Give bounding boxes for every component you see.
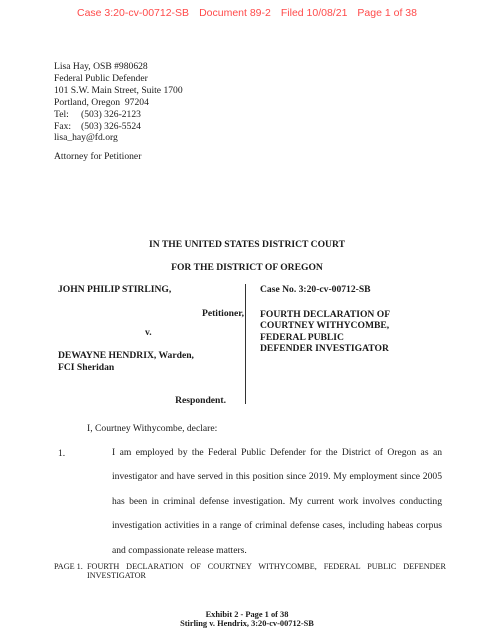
court-district: FOR THE DISTRICT OF OREGON <box>171 262 323 273</box>
petitioner-label: Petitioner, <box>201 308 244 319</box>
respondent-name-line2: FCI Sheridan <box>58 361 115 373</box>
caption-divider <box>245 284 246 404</box>
caption-parties <box>58 284 244 404</box>
paragraph-line: has been in criminal defense investigation. My current work involves conducting <box>112 495 442 507</box>
footer-page-label: PAGE 1. <box>54 562 83 571</box>
attorney-fax-row <box>54 121 183 133</box>
declaration-intro: I, Courtney Withycombe, declare: <box>87 423 218 434</box>
ecf-document: Document 89-2 <box>199 7 271 19</box>
attorney-office: Federal Public Defender <box>54 72 148 84</box>
page-footer <box>54 562 446 580</box>
respondent-name-line1: DEWAYNE HENDRIX, Warden, <box>58 350 194 361</box>
document-title-line2: COURTNEY WITHYCOMBE, <box>260 320 390 331</box>
exhibit-page: Exhibit 2 - Page 1 of 38 <box>205 610 289 619</box>
ecf-header <box>0 7 494 19</box>
attorney-name: Lisa Hay, OSB #980628 <box>54 61 148 72</box>
exhibit-stamp <box>0 610 494 629</box>
paragraph-line: investigator and have served in this position since 2019. My employment since 2005 <box>112 471 442 483</box>
petitioner-name: JOHN PHILIP STIRLING, <box>58 284 172 295</box>
footer-title-line2: INVESTIGATOR <box>87 571 146 581</box>
document-title <box>260 309 460 355</box>
ecf-case: Case 3:20-cv-00712-SB <box>77 7 190 19</box>
versus-label: v. <box>145 327 152 338</box>
paragraph-line: and compassionate release matters. <box>112 544 247 556</box>
tel-label: Tel: <box>54 108 69 120</box>
ecf-page: Page 1 of 38 <box>357 7 417 19</box>
footer-title-line1: FOURTH DECLARATION OF COURTNEY WITHYCOMBE, FEDERAL PUBLIC DEFENDER <box>87 562 446 571</box>
court-name: IN THE UNITED STATES DISTRICT COURT <box>149 239 345 250</box>
attorney-block <box>54 61 183 144</box>
exhibit-case: Stirling v. Hendrix, 3:20-cv-00712-SB <box>180 619 314 629</box>
case-number: Case No. 3:20-cv-00712-SB <box>260 284 371 295</box>
tel-number: (503) 326-2123 <box>81 108 141 120</box>
document-title-line3: FEDERAL PUBLIC <box>260 331 344 343</box>
attorney-email: lisa_hay@fd.org <box>54 132 118 144</box>
respondent-name <box>58 350 194 373</box>
attorney-street: 101 S.W. Main Street, Suite 1700 <box>54 84 183 96</box>
caption-case-info <box>260 284 460 355</box>
paragraph-1 <box>112 441 442 563</box>
attorney-city: Portland, Oregon 97204 <box>54 96 149 108</box>
document-title-line4: DEFENDER INVESTIGATOR <box>260 343 389 354</box>
document-title-line1: FOURTH DECLARATION OF <box>260 308 391 320</box>
fax-label: Fax: <box>54 120 72 132</box>
paragraph-line: investigation activities in a range of criminal defense cases, including habeas corpus <box>112 520 442 532</box>
respondent-label: Respondent. <box>175 395 226 406</box>
paragraph-number: 1. <box>58 448 66 459</box>
paragraph-line: I am employed by the Federal Public Defender for the District of Oregon as an <box>112 447 442 458</box>
attorney-tel-row <box>54 109 183 121</box>
ecf-filed: Filed 10/08/21 <box>280 7 348 19</box>
fax-number: (503) 326-5524 <box>81 120 141 132</box>
attorney-role: Attorney for Petitioner <box>54 151 142 162</box>
